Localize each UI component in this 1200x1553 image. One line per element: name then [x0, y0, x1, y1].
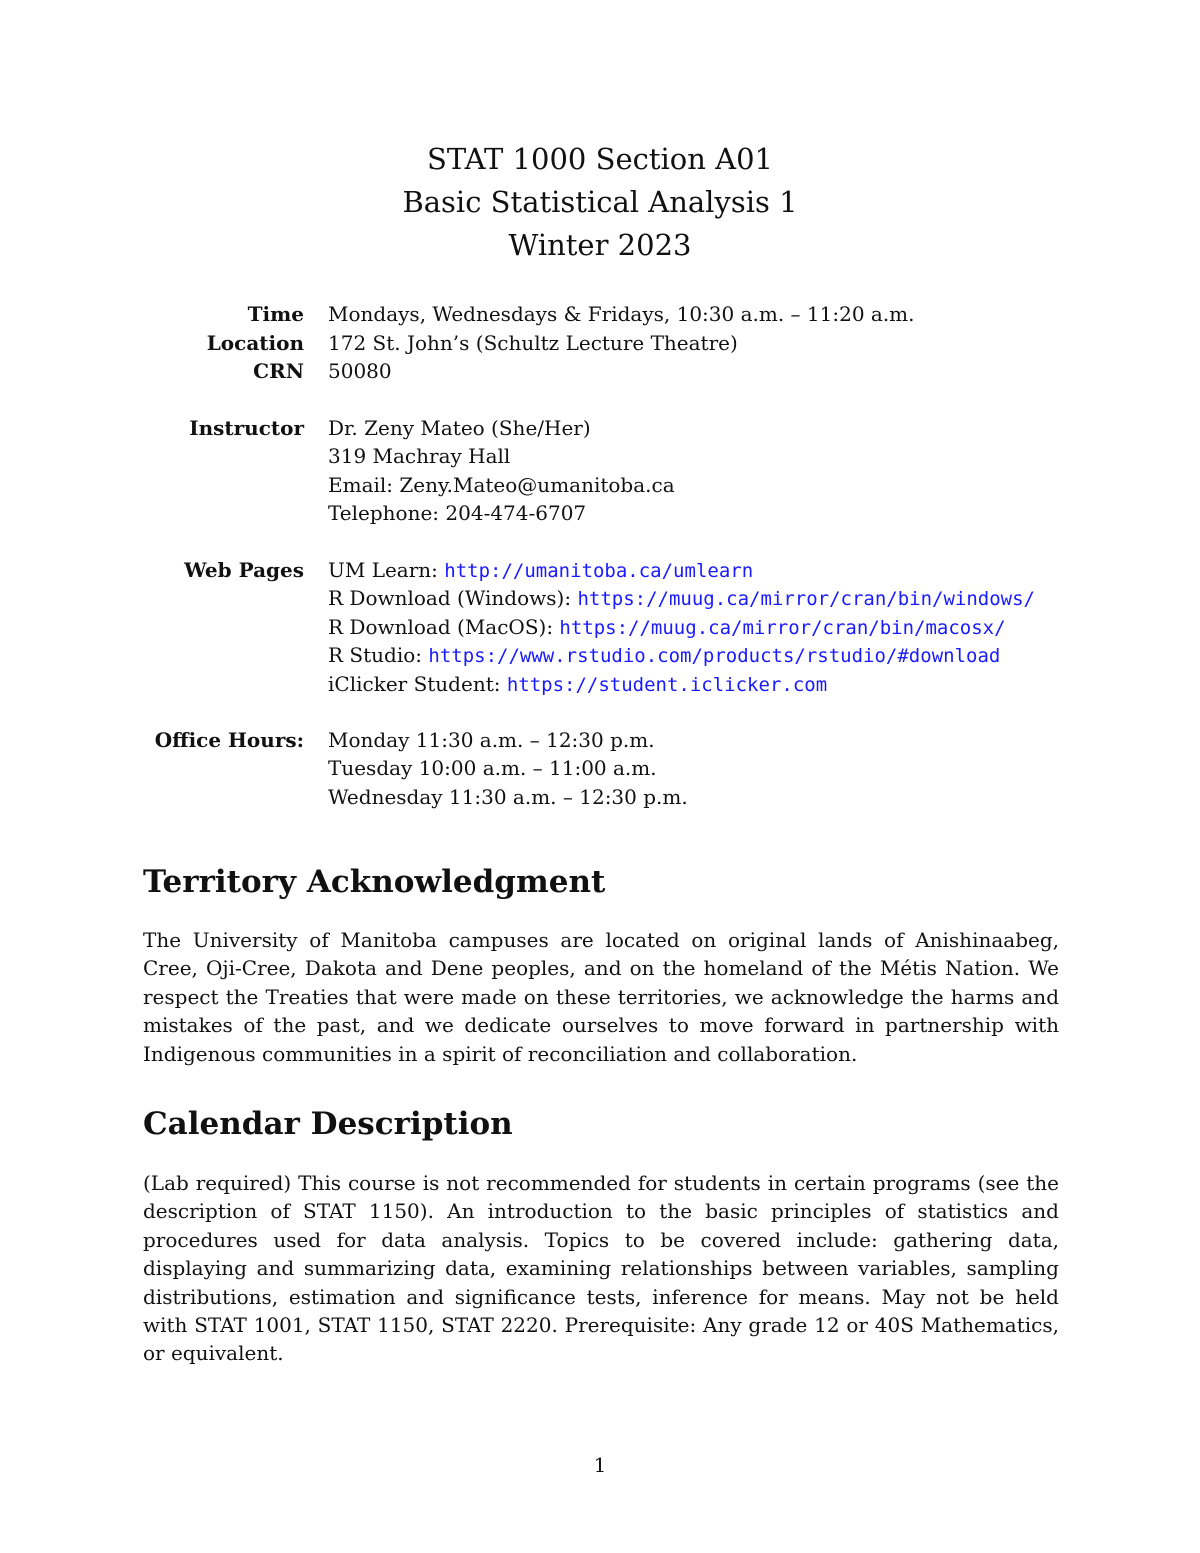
web-item-prefix: iClicker Student:	[328, 671, 507, 696]
instructor-email: Email: Zeny.Mateo@umanitoba.ca	[328, 472, 675, 497]
time-row	[0, 300, 1200, 328]
calendar-paragraph: (Lab required) This course is not recommended for students in certain programs (see the description of STAT 1150). An introduction to the basic principles of statistics and procedures used for data analysis. Topics to be covered include: gathering data, displaying and summarizing data, examining relationships between variables, sampling distributions, estimation and significance tests, inference for means. May not be held with STAT 1001, STAT 1150, STAT 2220. Prerequisite: Any grade 12 or 40S Mathematics, or equivalent.	[143, 1171, 1059, 1366]
instructor-label: Instructor	[189, 415, 304, 440]
iclicker-link[interactable]: https://student.iclicker.com	[506, 673, 828, 696]
location-value: 172 St. John’s (Schultz Lecture Theatre)	[328, 330, 738, 355]
office-hours-row-monday	[0, 726, 1200, 754]
instructor-office: 319 Machray Hall	[328, 444, 511, 468]
calendar-heading: Calendar Description	[143, 1106, 513, 1142]
instructor-office-row	[0, 442, 1200, 470]
web-item-prefix: UM Learn:	[328, 557, 445, 582]
time-label: Time	[247, 302, 304, 326]
instructor-phone: Telephone: 204-474-6707	[328, 501, 587, 525]
instructor-phone-row	[0, 499, 1200, 527]
web-pages-label: Web Pages	[184, 557, 304, 582]
umlearn-link[interactable]: http://umanitoba.ca/umlearn	[444, 559, 754, 582]
office-hours-row-tuesday	[0, 754, 1200, 782]
r-macos-link[interactable]: https://muug.ca/mirror/cran/bin/macosx/	[559, 616, 1006, 639]
location-row	[0, 329, 1200, 357]
web-row-r-macos	[0, 613, 1200, 641]
territory-paragraph: The University of Manitoba campuses are located on original lands of Anishinaabeg, Cree, Oji-Cree, Dakota and Dene peoples, and on the homeland of the Métis Nation. We respect the Treaties that were made on these territories, we acknowledge the harms and mistakes of the past, and we dedicate ourselves to move forward in partnership with Indigenous communities in a spirit of reconciliation and collaboration.	[143, 928, 1059, 1066]
instructor-name: Dr. Zeny Mateo (She/Her)	[328, 415, 591, 440]
web-item-umlearn	[328, 556, 753, 585]
crn-value: 50080	[328, 359, 392, 383]
location-label: Location	[206, 330, 304, 355]
web-item-prefix: R Studio:	[328, 643, 429, 667]
web-row-iclicker	[0, 670, 1200, 698]
page-number: 1	[593, 1453, 607, 1477]
course-title: Basic Statistical Analysis 1	[402, 185, 798, 219]
web-item-prefix: R Download (MacOS):	[328, 614, 560, 639]
crn-label: CRN	[253, 359, 304, 383]
web-item-iclicker	[328, 670, 827, 699]
web-item-rstudio	[328, 641, 1000, 670]
crn-row	[0, 357, 1200, 385]
instructor-email-row	[0, 471, 1200, 499]
web-item-prefix: R Download (Windows):	[328, 586, 578, 610]
office-hours-wednesday: Wednesday 11:30 a.m. – 12:30 p.m.	[328, 784, 688, 809]
course-code: STAT 1000 Section A01	[427, 142, 773, 176]
r-windows-link[interactable]: https://muug.ca/mirror/cran/bin/windows/	[577, 588, 1035, 610]
web-row-umlearn	[0, 556, 1200, 584]
web-row-rstudio	[0, 641, 1200, 669]
web-item-r-macos	[328, 613, 1006, 642]
web-item-r-windows	[328, 584, 1035, 613]
web-row-r-windows	[0, 584, 1200, 612]
rstudio-link[interactable]: https://www.rstudio.com/products/rstudio/#download	[428, 645, 1001, 667]
territory-heading: Territory Acknowledgment	[143, 864, 606, 900]
office-hours-tuesday: Tuesday 10:00 a.m. – 11:00 a.m.	[328, 756, 657, 780]
instructor-row	[0, 414, 1200, 442]
office-hours-label: Office Hours:	[154, 727, 304, 752]
course-term: Winter 2023	[508, 228, 692, 262]
time-value: Mondays, Wednesdays & Fridays, 10:30 a.m. – 11:20 a.m.	[328, 302, 915, 326]
office-hours-row-wednesday	[0, 783, 1200, 811]
title-block	[0, 138, 1200, 267]
office-hours-monday: Monday 11:30 a.m. – 12:30 p.m.	[328, 727, 655, 752]
